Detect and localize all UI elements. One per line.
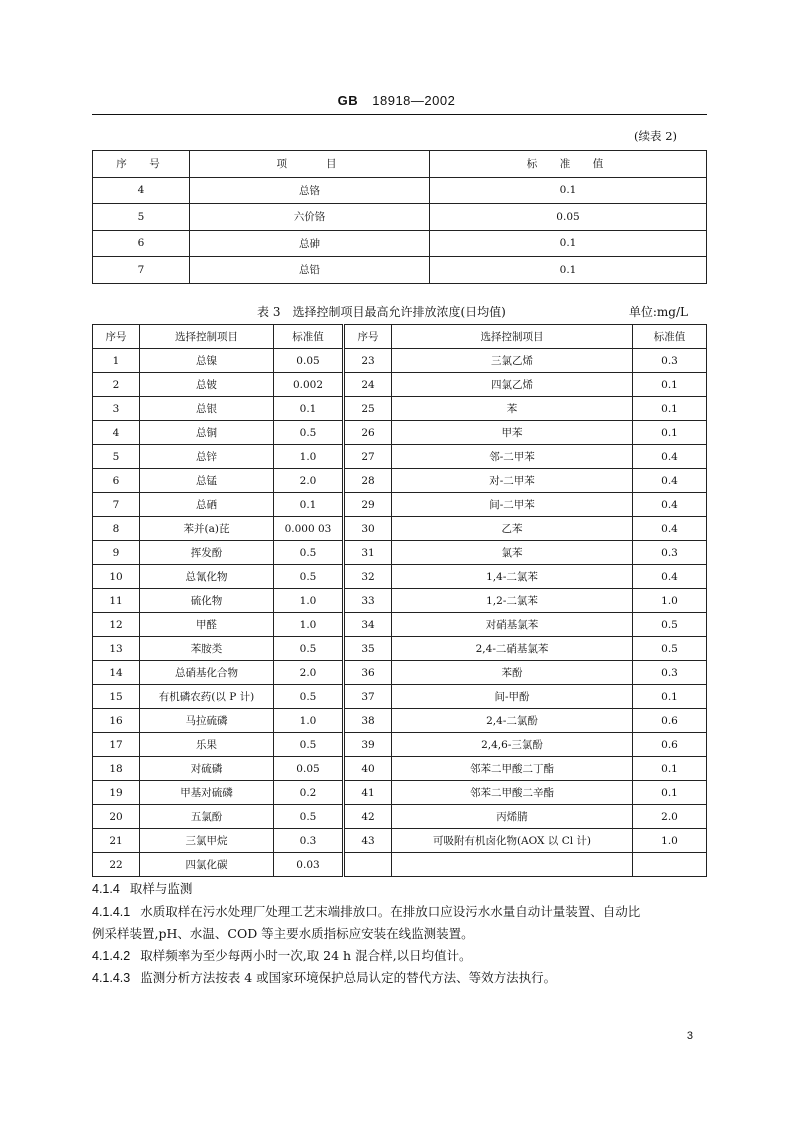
cell-item: 间-二甲苯: [392, 493, 633, 517]
table-row: [93, 805, 707, 829]
cell-index: 7: [93, 493, 140, 517]
cell-value: 1.0: [633, 589, 707, 613]
table-row: [93, 397, 707, 421]
section-number: 4.1.4.2: [92, 949, 131, 963]
cell-item: 总砷: [190, 230, 430, 257]
cell-index: 38: [344, 709, 392, 733]
table3: [92, 324, 707, 877]
table-row: [93, 733, 707, 757]
cell-value: 2.0: [274, 469, 344, 493]
cell-value: 0.4: [633, 493, 707, 517]
cell-item: 苯酚: [392, 661, 633, 685]
cell-value: 0.05: [274, 349, 344, 373]
cell-value: 0.1: [633, 373, 707, 397]
cell-value: 0.1: [633, 685, 707, 709]
cell-index: 14: [93, 661, 140, 685]
section-4-1-4-3: [92, 967, 710, 989]
cell-index: 40: [344, 757, 392, 781]
cell-value: 0.6: [633, 709, 707, 733]
cell-item: 邻苯二甲酸二丁酯: [392, 757, 633, 781]
cell-item: 对-二甲苯: [392, 469, 633, 493]
table-row: [93, 637, 707, 661]
cell-index: 32: [344, 565, 392, 589]
cell-item: 马拉硫磷: [140, 709, 274, 733]
table2-continued: [92, 150, 707, 284]
cell-value: 0.1: [430, 257, 707, 284]
cell-index: 2: [93, 373, 140, 397]
cell-index: 1: [93, 349, 140, 373]
cell-item: 总锌: [140, 445, 274, 469]
cell-item: 对硫磷: [140, 757, 274, 781]
cell-item: 间-甲酚: [392, 685, 633, 709]
cell-value: 0.4: [633, 517, 707, 541]
table2-continued-label: (续表 2): [634, 129, 677, 143]
cell-value: 0.5: [274, 637, 344, 661]
cell-value: 0.5: [274, 805, 344, 829]
cell-index: 33: [344, 589, 392, 613]
page-number: 3: [686, 1030, 693, 1042]
cell-item: 三氯甲烷: [140, 829, 274, 853]
cell-item: 总镍: [140, 349, 274, 373]
cell-index: 28: [344, 469, 392, 493]
cell-index: 26: [344, 421, 392, 445]
cell-index: 42: [344, 805, 392, 829]
table-row: [93, 469, 707, 493]
cell-index: 23: [344, 349, 392, 373]
cell-value: 1.0: [274, 613, 344, 637]
cell-value: 0.1: [633, 757, 707, 781]
cell-value: 0.1: [633, 781, 707, 805]
table-row: [93, 589, 707, 613]
table-row: [93, 373, 707, 397]
cell-index: 25: [344, 397, 392, 421]
cell-item: 总硝基化合物: [140, 661, 274, 685]
cell-value: 0.4: [633, 565, 707, 589]
cell-value: 0.002: [274, 373, 344, 397]
cell-value: 0.3: [633, 661, 707, 685]
cell-index: 13: [93, 637, 140, 661]
cell-item: 1,4-二氯苯: [392, 565, 633, 589]
cell-index: 41: [344, 781, 392, 805]
cell-item: 邻苯二甲酸二辛酯: [392, 781, 633, 805]
column-header-value: 标准值: [633, 325, 707, 349]
cell-item: 总铅: [190, 257, 430, 284]
page-header: [0, 93, 793, 108]
cell-value: 0.1: [430, 230, 707, 257]
cell-item: 总铜: [140, 421, 274, 445]
cell-value: 0.3: [274, 829, 344, 853]
standard-number: 18918—2002: [372, 93, 456, 108]
cell-value: 1.0: [633, 829, 707, 853]
cell-value: 0.1: [274, 397, 344, 421]
table-row: [93, 445, 707, 469]
cell-item: 三氯乙烯: [392, 349, 633, 373]
table-row: [93, 613, 707, 637]
cell-index: [344, 853, 392, 877]
cell-value: 0.5: [633, 613, 707, 637]
table-row: [93, 541, 707, 565]
cell-value: 0.5: [274, 733, 344, 757]
cell-item: 苯并(a)芘: [140, 517, 274, 541]
cell-item: 五氯酚: [140, 805, 274, 829]
section-4-1-4-2: [92, 945, 710, 967]
cell-index: 5: [93, 204, 190, 231]
cell-index: 31: [344, 541, 392, 565]
cell-value: 0.5: [633, 637, 707, 661]
cell-index: 5: [93, 445, 140, 469]
cell-index: 19: [93, 781, 140, 805]
standard-prefix: GB: [337, 93, 359, 108]
table-row: [93, 757, 707, 781]
cell-index: 22: [93, 853, 140, 877]
cell-value: 0.5: [274, 685, 344, 709]
cell-item: 总银: [140, 397, 274, 421]
cell-value: 0.5: [274, 421, 344, 445]
table-row: [93, 257, 707, 284]
cell-item: 2,4-二硝基氯苯: [392, 637, 633, 661]
cell-item: 2,4-二氯酚: [392, 709, 633, 733]
table-header-row: [93, 151, 707, 178]
table-row: [93, 661, 707, 685]
section-text: 监测分析方法按表 4 或国家环境保护总局认定的替代方法、等效方法执行。: [140, 970, 557, 985]
cell-value: 1.0: [274, 445, 344, 469]
cell-index: 27: [344, 445, 392, 469]
cell-value: 0.6: [633, 733, 707, 757]
cell-value: 1.0: [274, 709, 344, 733]
column-header-value: 标 准 值: [430, 151, 707, 178]
cell-index: 20: [93, 805, 140, 829]
column-header-item: 选择控制项目: [140, 325, 274, 349]
cell-item: 苯: [392, 397, 633, 421]
table-row: [93, 685, 707, 709]
table-row: [93, 709, 707, 733]
cell-index: 12: [93, 613, 140, 637]
cell-value: 2.0: [633, 805, 707, 829]
cell-value: 0.5: [274, 565, 344, 589]
cell-value: 0.2: [274, 781, 344, 805]
cell-item: 总锰: [140, 469, 274, 493]
cell-value: 0.1: [633, 397, 707, 421]
table-row: [93, 349, 707, 373]
cell-item: 总氰化物: [140, 565, 274, 589]
cell-index: 11: [93, 589, 140, 613]
column-header-index: 序号: [93, 325, 140, 349]
section-number: 4.1.4.1: [92, 905, 131, 919]
cell-item: 可吸附有机卤化物(AOX 以 Cl 计): [392, 829, 633, 853]
cell-index: 17: [93, 733, 140, 757]
cell-index: 29: [344, 493, 392, 517]
cell-item: 丙烯腈: [392, 805, 633, 829]
cell-index: 43: [344, 829, 392, 853]
cell-value: 0.000 03: [274, 517, 344, 541]
table-row: [93, 829, 707, 853]
cell-value: 1.0: [274, 589, 344, 613]
cell-index: 16: [93, 709, 140, 733]
column-header-item: 选择控制项目: [392, 325, 633, 349]
section-number: 4.1.4: [92, 882, 120, 896]
cell-item: 苯胺类: [140, 637, 274, 661]
cell-index: 3: [93, 397, 140, 421]
table-row: [93, 493, 707, 517]
cell-index: 10: [93, 565, 140, 589]
section-4-1-4: [92, 878, 710, 900]
cell-value: 0.5: [274, 541, 344, 565]
cell-value: 0.3: [633, 349, 707, 373]
cell-index: 24: [344, 373, 392, 397]
cell-value: 0.4: [633, 445, 707, 469]
cell-index: 7: [93, 257, 190, 284]
section-number: 4.1.4.3: [92, 971, 131, 985]
cell-index: 4: [93, 421, 140, 445]
cell-value: [633, 853, 707, 877]
cell-value: 0.05: [274, 757, 344, 781]
cell-value: 0.3: [633, 541, 707, 565]
cell-item: 邻-二甲苯: [392, 445, 633, 469]
cell-item: 氯苯: [392, 541, 633, 565]
cell-value: 0.1: [274, 493, 344, 517]
table-row: [93, 204, 707, 231]
cell-item: 总铍: [140, 373, 274, 397]
cell-value: 0.1: [430, 177, 707, 204]
cell-item: 对硝基氯苯: [392, 613, 633, 637]
cell-value: 0.05: [430, 204, 707, 231]
table-row: [93, 230, 707, 257]
table-row: [93, 177, 707, 204]
column-header-value: 标准值: [274, 325, 344, 349]
cell-index: 15: [93, 685, 140, 709]
table3-unit: 单位:mg/L: [628, 305, 688, 319]
table3-title: 表 3 选择控制项目最高允许排放浓度(日均值): [257, 305, 506, 319]
table-row: [93, 781, 707, 805]
cell-index: 39: [344, 733, 392, 757]
cell-item: 甲醛: [140, 613, 274, 637]
cell-index: 6: [93, 230, 190, 257]
cell-value: 0.1: [633, 421, 707, 445]
section-4-1-4-1: [92, 901, 710, 945]
table-row: [93, 517, 707, 541]
cell-value: 0.03: [274, 853, 344, 877]
section-text-line-1: 水质取样在污水处理厂处理工艺末端排放口。在排放口应设污水水量自动计量装置、自动比: [140, 904, 641, 919]
cell-index: 9: [93, 541, 140, 565]
table-row: [93, 421, 707, 445]
cell-index: 35: [344, 637, 392, 661]
cell-index: 34: [344, 613, 392, 637]
cell-item: [392, 853, 633, 877]
column-header-index: 序 号: [93, 151, 190, 178]
cell-index: 8: [93, 517, 140, 541]
cell-index: 37: [344, 685, 392, 709]
cell-item: 甲苯: [392, 421, 633, 445]
section-text: 取样与监测: [129, 881, 193, 896]
cell-item: 2,4,6-三氯酚: [392, 733, 633, 757]
cell-item: 甲基对硫磷: [140, 781, 274, 805]
cell-item: 四氯乙烯: [392, 373, 633, 397]
cell-index: 18: [93, 757, 140, 781]
cell-item: 六价铬: [190, 204, 430, 231]
section-text-line-2: 例采样装置,pH、水温、COD 等主要水质指标应安装在线监测装置。: [92, 926, 474, 941]
cell-item: 挥发酚: [140, 541, 274, 565]
cell-item: 总硒: [140, 493, 274, 517]
table-row: [93, 853, 707, 877]
cell-index: 6: [93, 469, 140, 493]
column-header-item: 项 目: [190, 151, 430, 178]
table-header-row: [93, 325, 707, 349]
cell-index: 30: [344, 517, 392, 541]
cell-value: 0.4: [633, 469, 707, 493]
cell-index: 21: [93, 829, 140, 853]
cell-item: 1,2-二氯苯: [392, 589, 633, 613]
cell-index: 4: [93, 177, 190, 204]
column-header-index: 序号: [344, 325, 392, 349]
section-text: 取样频率为至少每两小时一次,取 24 h 混合样,以日均值计。: [140, 948, 472, 963]
cell-item: 乐果: [140, 733, 274, 757]
header-divider: [92, 114, 707, 115]
cell-item: 总铬: [190, 177, 430, 204]
cell-item: 硫化物: [140, 589, 274, 613]
cell-item: 有机磷农药(以 P 计): [140, 685, 274, 709]
table-row: [93, 565, 707, 589]
cell-value: 2.0: [274, 661, 344, 685]
cell-item: 四氯化碳: [140, 853, 274, 877]
cell-index: 36: [344, 661, 392, 685]
cell-item: 乙苯: [392, 517, 633, 541]
